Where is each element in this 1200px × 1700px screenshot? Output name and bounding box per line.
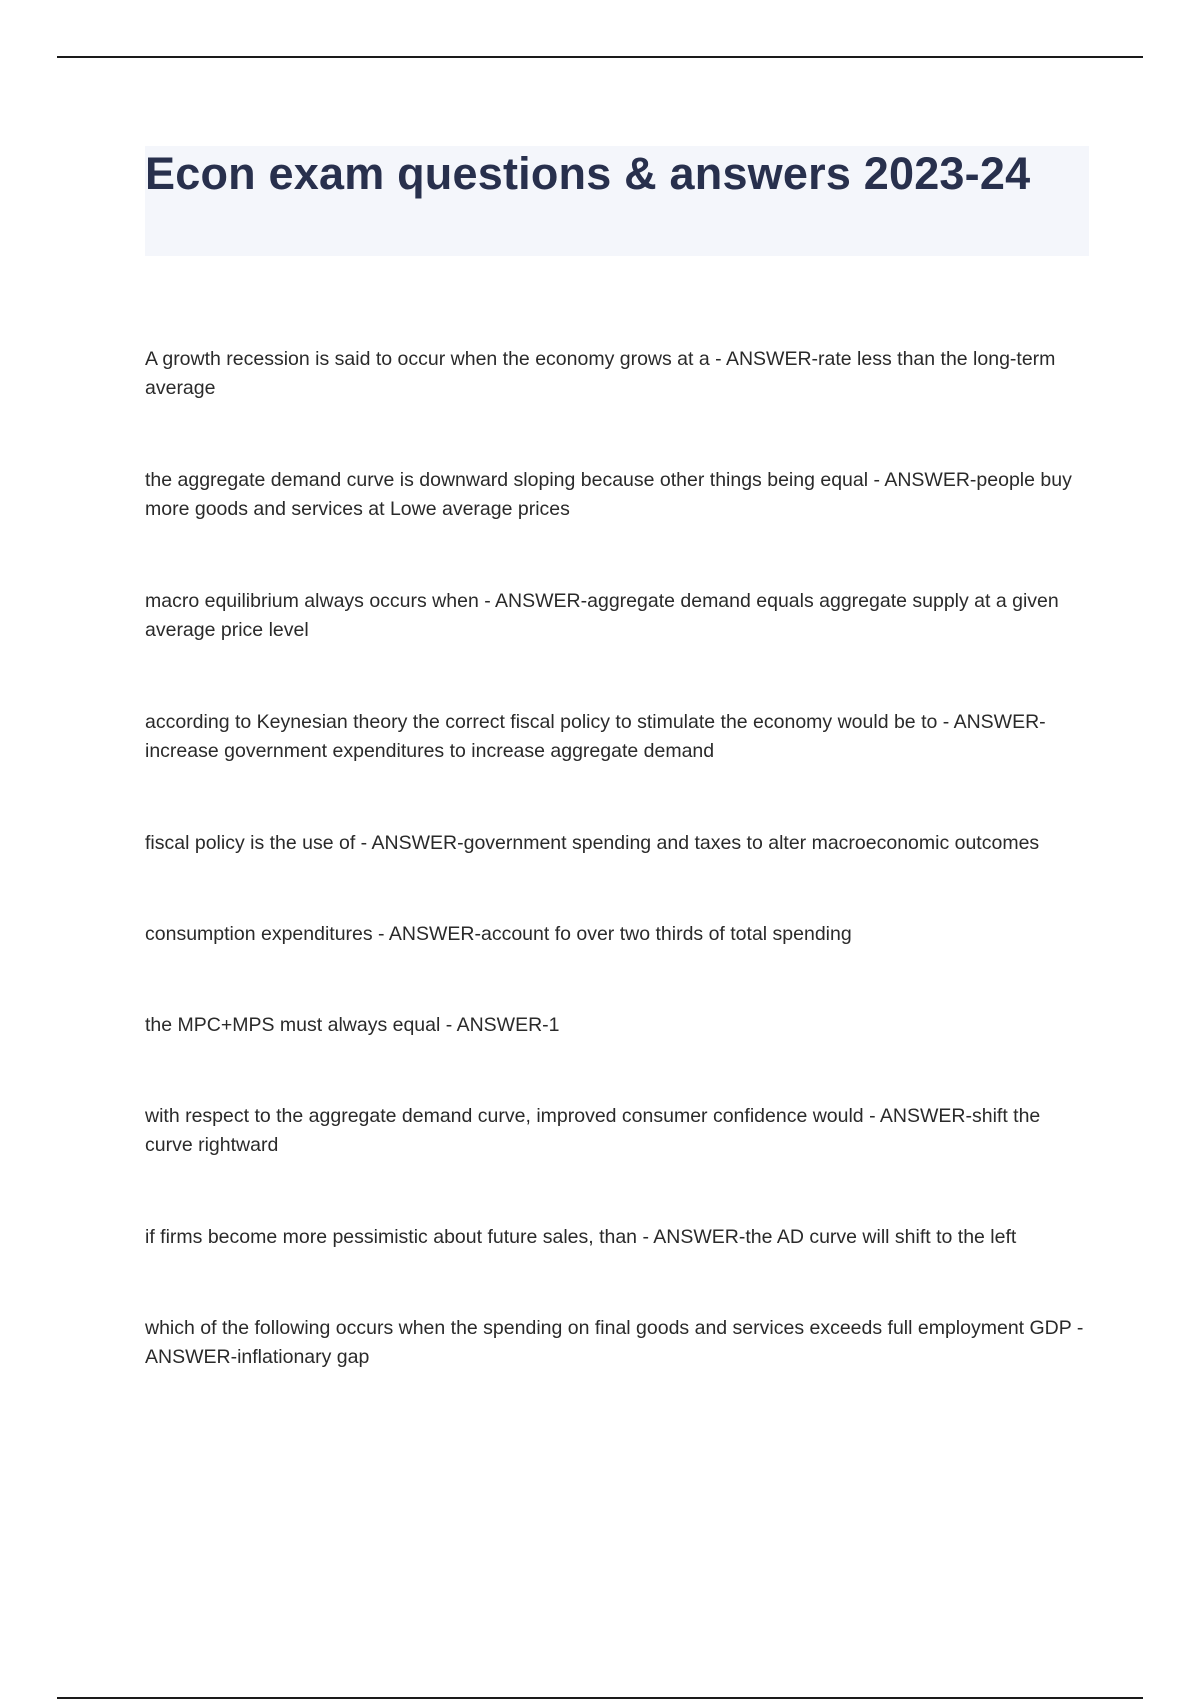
qa-item: according to Keynesian theory the correct fiscal policy to stimulate the economy would be to - ANSWER-increase government expenditures to increase aggregate demand — [145, 711, 1046, 762]
qa-item: fiscal policy is the use of - ANSWER-government spending and taxes to alter macroeconomic outcomes — [145, 832, 1040, 854]
qa-item: the MPC+MPS must always equal - ANSWER-1 — [145, 1014, 560, 1036]
header-rule — [57, 56, 1143, 58]
footer-rule — [57, 1697, 1143, 1699]
title-banner — [145, 146, 1089, 256]
document-title: Econ exam questions & answers 2023-24 — [145, 148, 1031, 199]
qa-item: consumption expenditures - ANSWER-account fo over two thirds of total spending — [145, 923, 852, 945]
qa-item: with respect to the aggregate demand curve, improved consumer confidence would - ANSWER-shift the curve rightward — [145, 1105, 1041, 1156]
qa-list — [145, 345, 1089, 1435]
qa-item: macro equilibrium always occurs when - ANSWER-aggregate demand equals aggregate supply at a given average price level — [145, 590, 1059, 641]
qa-item: which of the following occurs when the spending on final goods and services exceeds full employment GDP - ANSWER-inflationary gap — [145, 1317, 1084, 1368]
qa-item: A growth recession is said to occur when the economy grows at a - ANSWER-rate less than the long-term average — [145, 348, 1056, 399]
qa-item: if firms become more pessimistic about future sales, than - ANSWER-the AD curve will shift to the left — [145, 1226, 1017, 1248]
qa-item: the aggregate demand curve is downward sloping because other things being equal - ANSWER-people buy more goods and services at Lowe average prices — [145, 469, 1072, 520]
